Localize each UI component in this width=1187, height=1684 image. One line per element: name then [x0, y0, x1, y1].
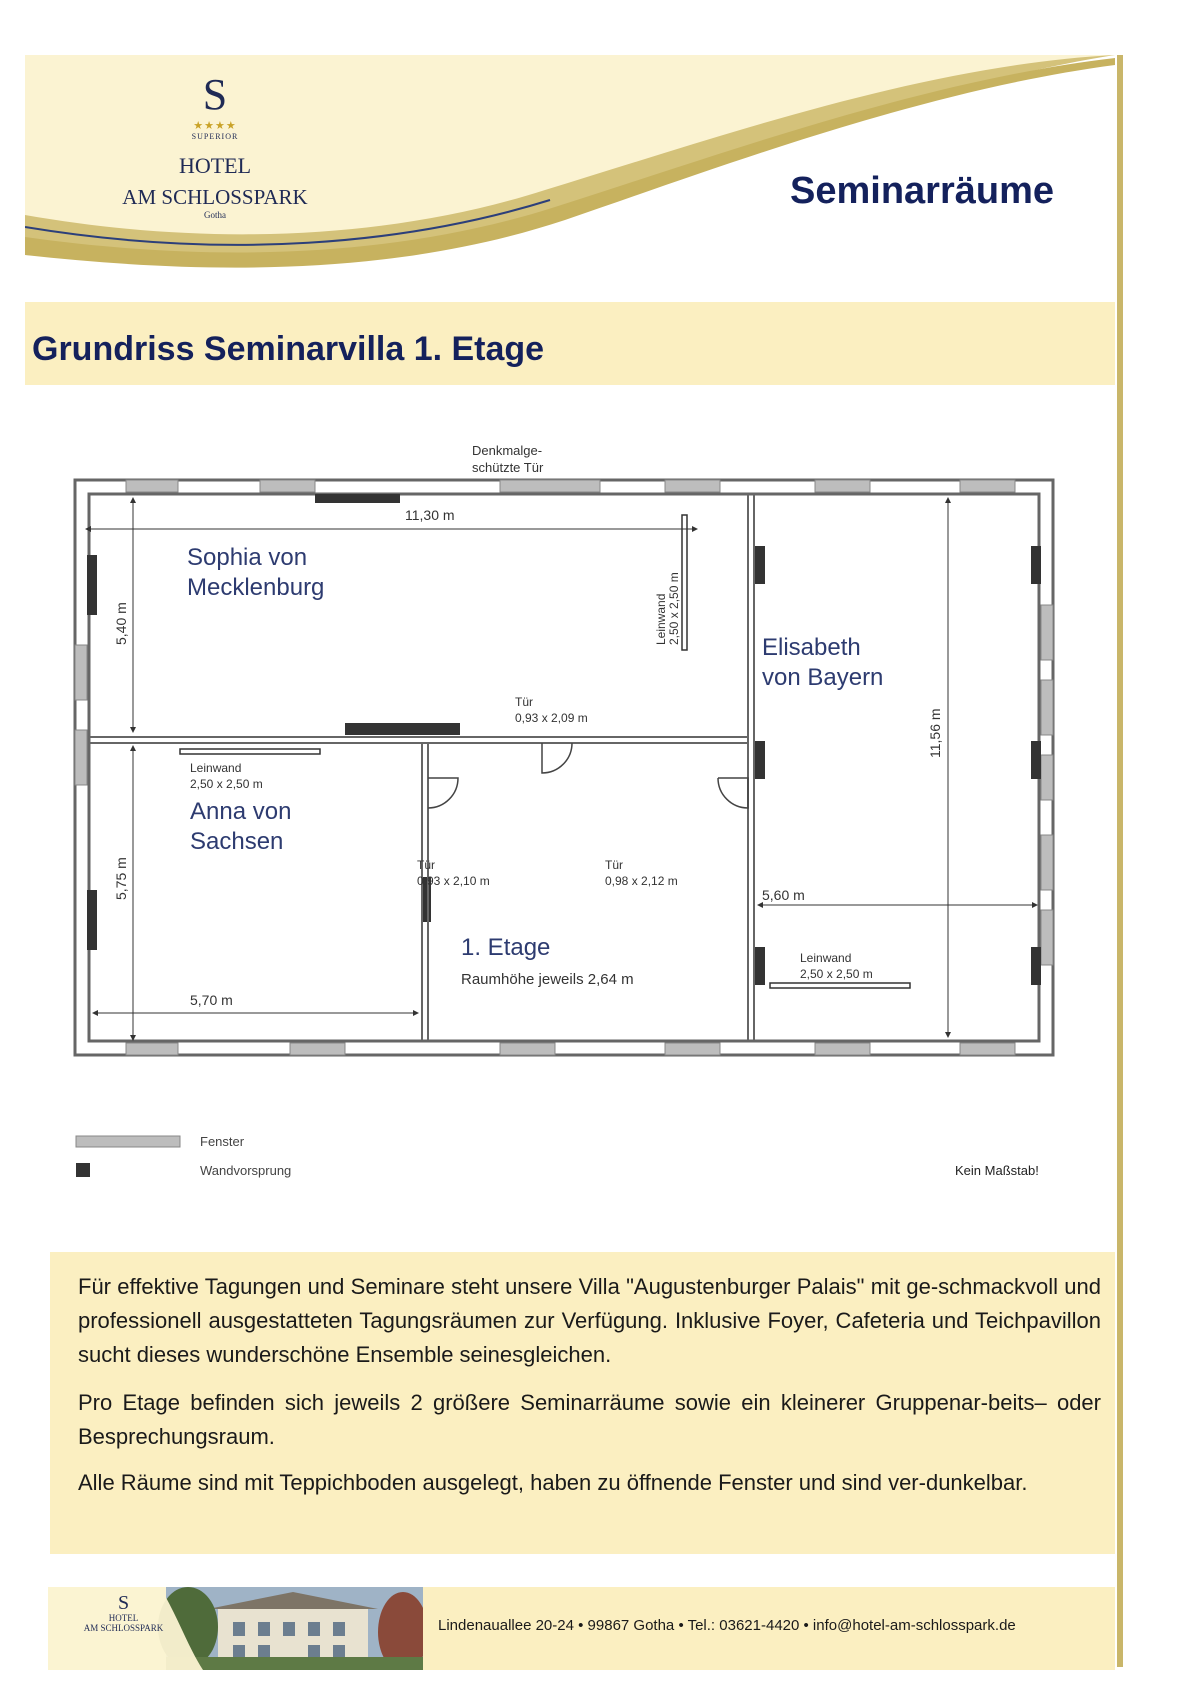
logo-letter: S: [202, 70, 228, 119]
footer-logo-letter: S: [117, 1592, 130, 1614]
footer-contact: Lindenauallee 20-24 • 99867 Gotha • Tel.: 03621-4420 • info@hotel-am-schlosspark.de: [438, 1617, 1016, 1634]
svg-text:0,93 x 2,10 m: 0,93 x 2,10 m: [417, 874, 490, 888]
footer-logo-name: AM SCHLOSSPARK: [83, 1623, 164, 1633]
room-elisabeth-line1: Elisabeth: [762, 634, 861, 661]
svg-text:Leinwand: Leinwand: [654, 593, 668, 645]
logo-city: Gotha: [204, 210, 226, 220]
svg-text:Tür: Tür: [417, 858, 435, 872]
svg-text:Denkmalge-: Denkmalge-: [472, 443, 543, 458]
svg-text:Leinwand: Leinwand: [190, 761, 242, 775]
legend-projection-swatch: [76, 1163, 90, 1177]
svg-text:2,50 x 2,50 m: 2,50 x 2,50 m: [667, 572, 681, 645]
footer-logo-hotel: HOTEL: [108, 1613, 139, 1623]
description-paragraph-3: Alle Räume sind mit Teppichboden ausgelegt, haben zu öffnende Fenster und sind ver-dunkelbar.: [78, 1470, 1028, 1495]
scale-note: Kein Maßstab!: [955, 1163, 1039, 1178]
hotel-logo: [120, 70, 310, 220]
right-border-decoration: [1117, 55, 1123, 1667]
svg-text:schützte Tür: schützte Tür: [472, 460, 544, 475]
svg-text:2,50 x 2,50 m: 2,50 x 2,50 m: [190, 777, 263, 791]
section-title: Grundriss Seminarvilla 1. Etage: [32, 330, 545, 368]
description-paragraph-1: Für effektive Tagungen und Seminare steht unsere Villa "Augustenburger Palais" mit ge-schmackvoll und professionell ausgestatteten Tagungsräumen zur Verfügung. Inklusive Foyer, Cafeteria und Teichpavillon sucht dieses wunderschöne Ensemble seinesgleichen.: [78, 1274, 1101, 1367]
dim-elisabeth-depth: 11,56 m: [927, 708, 943, 758]
room-height-label: Raumhöhe jeweils 2,64 m: [461, 971, 634, 988]
dim-sophia-width: 11,30 m: [405, 507, 455, 523]
svg-text:Tür: Tür: [605, 858, 623, 872]
logo-superior: SUPERIOR: [191, 132, 239, 141]
svg-text:2,50 x 2,50 m: 2,50 x 2,50 m: [800, 967, 873, 981]
logo-name: AM SCHLOSSPARK: [122, 185, 308, 209]
logo-hotel: HOTEL: [178, 153, 252, 178]
svg-text:0,93 x 2,09 m: 0,93 x 2,09 m: [515, 711, 588, 725]
legend-window-swatch: [76, 1136, 180, 1147]
door-top-label: [472, 443, 544, 475]
description-paragraph-2: Pro Etage befinden sich jeweils 2 größere Seminarräume sowie ein kleinerer Gruppenar-beits– oder Besprechungsraum.: [78, 1390, 1101, 1449]
floor-plan: [60, 430, 1070, 1190]
floor-plan-svg: [60, 430, 1070, 1190]
dim-sophia-depth: 5,40 m: [113, 602, 129, 645]
page-footer: [48, 1587, 1115, 1670]
page-title: Seminarräume: [790, 170, 1055, 212]
dim-anna-depth: 5,75 m: [113, 857, 129, 900]
room-anna-line2: Sachsen: [190, 828, 284, 855]
svg-text:Tür: Tür: [515, 695, 533, 709]
svg-text:Leinwand: Leinwand: [800, 951, 852, 965]
room-sophia-line1: Sophia von: [187, 544, 308, 571]
windows-right: [1041, 605, 1053, 965]
footer-logo: [76, 1593, 171, 1633]
legend-projection-label: Wandvorsprung: [200, 1163, 292, 1178]
floor-label: 1. Etage: [461, 934, 551, 961]
logo-stars: ★★★★: [193, 120, 237, 132]
room-sophia-line2: Mecklenburg: [187, 574, 325, 601]
room-elisabeth-line2: von Bayern: [762, 664, 884, 691]
dim-elisabeth-width: 5,60 m: [762, 887, 805, 903]
legend-window-label: Fenster: [200, 1134, 245, 1149]
page-header: [25, 55, 1115, 270]
svg-text:0,98 x 2,12 m: 0,98 x 2,12 m: [605, 874, 678, 888]
dim-anna-width: 5,70 m: [190, 992, 233, 1008]
description-box: [50, 1252, 1115, 1554]
room-anna-line1: Anna von: [190, 798, 292, 825]
